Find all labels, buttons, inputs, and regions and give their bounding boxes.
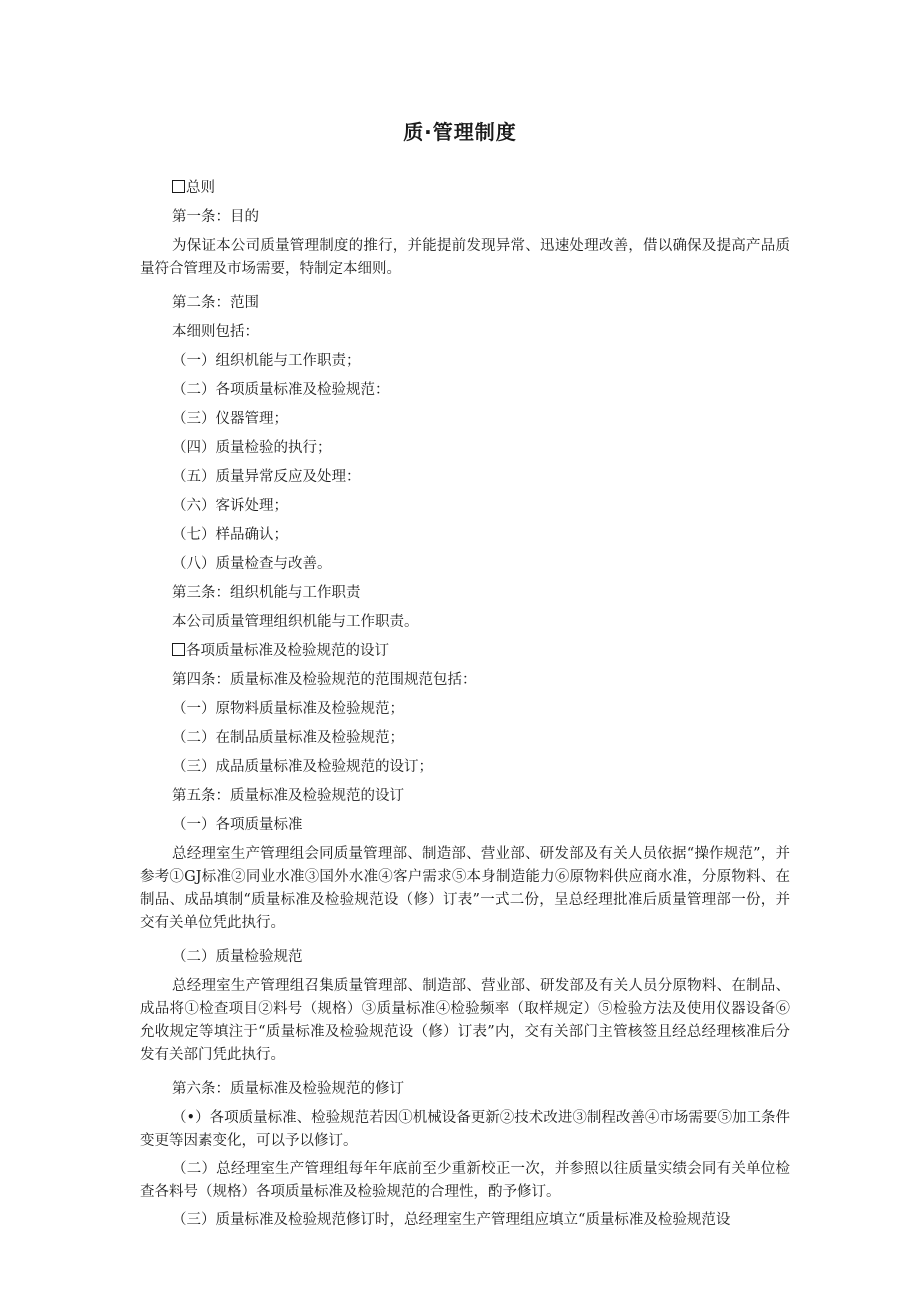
paragraph <box>140 975 790 1067</box>
text: 本细则包括： <box>172 324 259 340</box>
text: 本公司质量管理组织机能与工作职责。 <box>172 614 419 630</box>
checkbox-square-icon <box>172 643 185 656</box>
text: （一）原物料质量标准及检验规范； <box>172 701 404 717</box>
text-line <box>140 203 790 232</box>
paragraph <box>140 843 790 935</box>
paragraph <box>140 235 790 281</box>
text-line <box>140 347 790 376</box>
text-line <box>140 1075 790 1104</box>
checkbox-square-icon <box>172 180 185 193</box>
section-heading <box>140 174 790 203</box>
text-line <box>140 811 790 840</box>
section-heading <box>140 637 790 666</box>
text: 第四条：质量标准及检验规范的范围规范包括： <box>172 672 477 688</box>
text-line <box>140 521 790 550</box>
text: 总经理室生产管理组召集质量管理部、制造部、营业部、研发部及有关人员分原物料、在制品、成品将①检查项目②料号（规格）③质量标准④检验频率（取样规定）⑤检验方法及使用仪器设备⑥允收规定等填注于“质量标准及检验规范设（修）订表”内，交有关部门主管核签且经总经理核准后分发有关部门凭此执行。 <box>140 978 790 1063</box>
text: 第五条：质量标准及检验规范的设订 <box>172 788 404 804</box>
text: （二）质量检验规范 <box>172 949 303 965</box>
text-line <box>140 463 790 492</box>
text-line <box>140 289 790 318</box>
text-line <box>140 579 790 608</box>
text: （一）各项质量标准 <box>172 817 303 833</box>
paragraph <box>140 1107 790 1153</box>
text-line <box>140 550 790 579</box>
text: （一）组织机能与工作职责； <box>172 353 361 369</box>
text: （五）质量异常反应及处理： <box>172 469 361 485</box>
text: （七）样品确认； <box>172 527 288 543</box>
text-line <box>140 943 790 972</box>
text-line <box>140 782 790 811</box>
text: 第二条：范围 <box>172 295 259 311</box>
text-line <box>140 666 790 695</box>
text-line <box>140 724 790 753</box>
paragraph <box>140 1209 790 1232</box>
text: （三）质量标准及检验规范修订时，总经理室生产管理组应填立“质量标准及检验规范设 <box>172 1212 731 1228</box>
text: （二）总经理室生产管理组每年年底前至少重新校正一次，并参照以往质量实绩会同有关单位检查各料号（规格）各项质量标准及检验规范的合理性，酌予修订。 <box>140 1161 790 1200</box>
text: （八）质量检查与改善。 <box>172 556 332 572</box>
text-line <box>140 405 790 434</box>
text-line <box>140 492 790 521</box>
document-title: 质·管理制度 <box>403 120 517 144</box>
document-body <box>140 174 790 1237</box>
text: （六）客诉处理； <box>172 498 288 514</box>
text-line <box>140 695 790 724</box>
text: （三）仪器管理； <box>172 411 288 427</box>
text: （•）各项质量标准、检验规范若因①机械设备更新②技术改进③制程改善④市场需要⑤加工条件变更等因素变化，可以予以修订。 <box>140 1110 790 1149</box>
text: 为保证本公司质量管理制度的推行，并能提前发现异常、迅速处理改善，借以确保及提高产品质量符合管理及市场需要，特制定本细则。 <box>140 238 790 277</box>
text: 第一条：目的 <box>172 209 259 225</box>
text: （三）成品质量标准及检验规范的设订； <box>172 759 433 775</box>
text-line <box>140 318 790 347</box>
paragraph <box>140 1158 790 1204</box>
text-line <box>140 753 790 782</box>
text-line <box>140 376 790 405</box>
text: 第三条：组织机能与工作职责 <box>172 585 361 601</box>
text-line <box>140 608 790 637</box>
text-line <box>140 434 790 463</box>
text: 各项质量标准及检验规范的设订 <box>186 643 389 659</box>
text: 总则 <box>186 180 215 196</box>
text: （二）在制品质量标准及检验规范； <box>172 730 404 746</box>
text: （二）各项质量标准及检验规范： <box>172 382 390 398</box>
text: 总经理室生产管理组会同质量管理部、制造部、营业部、研发部及有关人员依据“操作规范”，并参考①GJ标准②同业水准③国外水准④客户需求⑤本身制造能力⑥原物料供应商水准，分原物料、在制品、成品填制“质量标准及检验规范设（修）订表”一式二份，呈总经理批准后质量管理部一份，并交有关单位凭此执行。 <box>140 846 790 931</box>
text: （四）质量检验的执行； <box>172 440 332 456</box>
text: 第六条：质量标准及检验规范的修订 <box>172 1081 404 1097</box>
